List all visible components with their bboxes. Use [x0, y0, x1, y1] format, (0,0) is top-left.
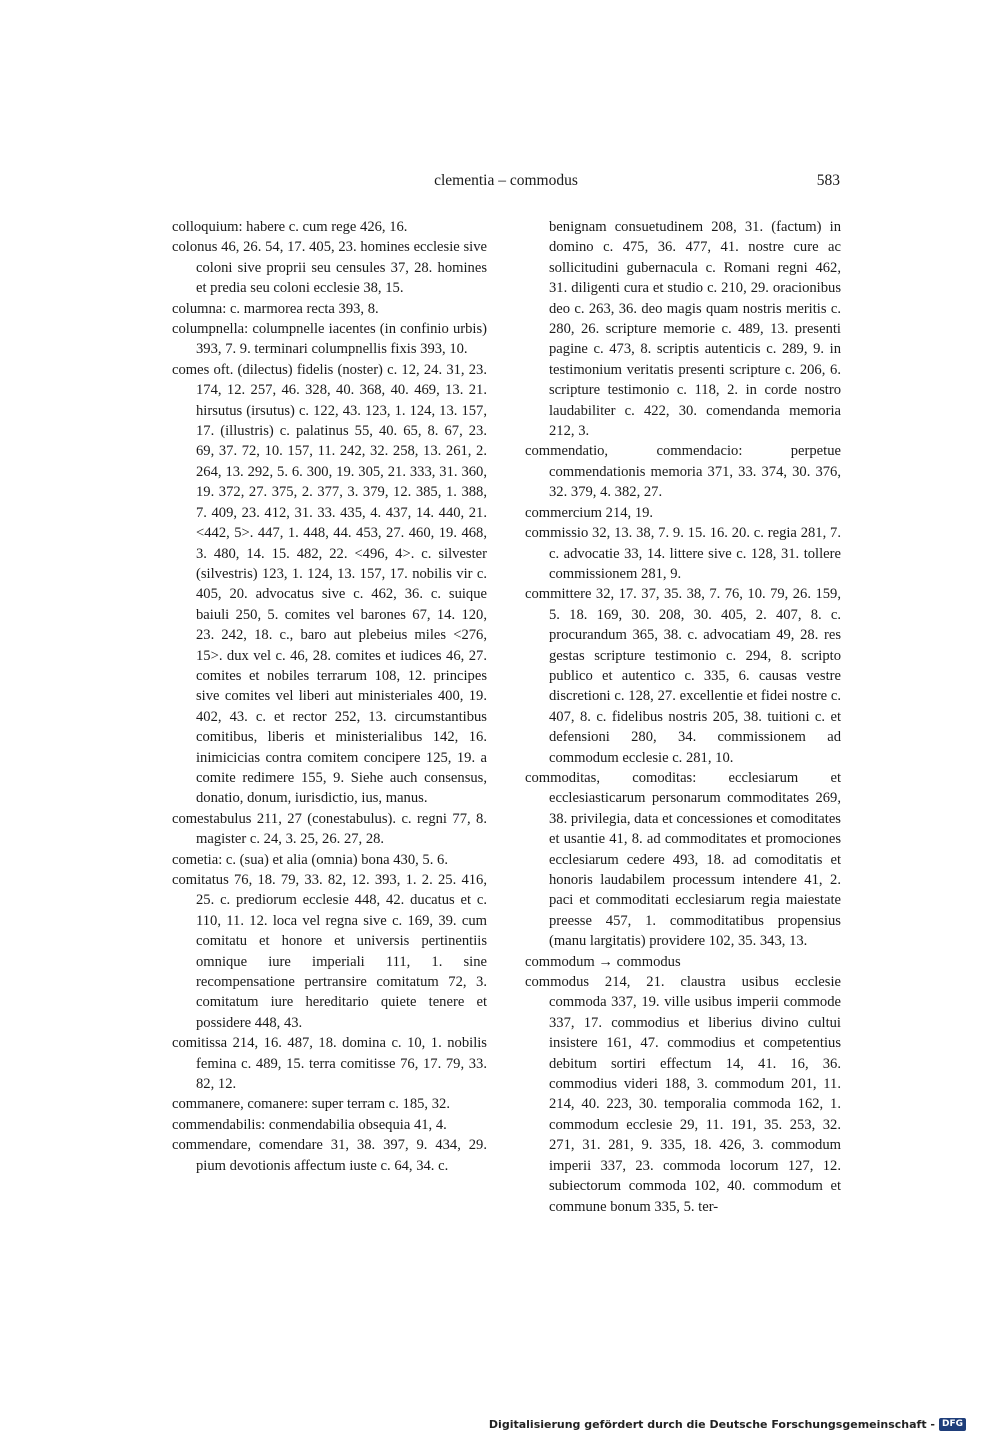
index-entry: comitissa 214, 16. 487, 18. domina c. 10, 1. nobilis femina c. 489, 15. terra comitisse 76, 17. 79, 33. 82, 12. [172, 1035, 487, 1093]
right-column [525, 217, 841, 1217]
index-entry: cometia: c. (sua) et alia (omnia) bona 430, 5. 6. [172, 851, 448, 868]
continued-entry: benignam consuetudinem 208, 31. (factum) in domino c. 475, 36. 477, 41. nostre cure ac sollicitudini gubernacula c. Romani regni 462, 31. diligenti cura et studio c. 210, 29. oracionibus deo c. 263, 36. deo magis quam nostris meritis c. 280, 26. scripture memorie c. 489, 13. presenti pagine c. 473, 8. scriptis autenticis c. 289, 9. in testimonium veritatis presenti scripture c. 206, 6. scripture testimonio c. 118, 2. in corde nostro laudabiliter c. 422, 30. comendanda memoria 212, 3. [549, 219, 841, 440]
index-entry: commercium 214, 19. [525, 504, 654, 521]
running-title: clementia – commodus [434, 172, 578, 189]
index-entry: colloquium: habere c. cum rege 426, 16. [172, 219, 408, 235]
page-number: 583 [816, 172, 840, 189]
index-entry: comes oft. (dilectus) fidelis (noster) c. 12, 24. 31, 23. 174, 12. 257, 46. 328, 40. 368, 40. 469, 13. 21. hirsutus (irsutus) c. 122, 43. 123, 1. 124, 13. 157, 17. (illustris) c. palatinus 55, 40. 65, 8. 67, 23. 69, 37. 72, 10. 157, 11. 242, 32. 258, 13. 261, 2. 264, 13. 292, 5. 6. 300, 19. 305, 21. 333, 31. 360, 19. 372, 27. 375, 2. 377, 3. 379, 12. 385, 1. 388, 7. 409, 23. 412, 31. 33. 435, 4. 437, 14. 440, 21. <442, 5>. 447, 1. 448, 44. 453, 27. 460, 19. 468, 3. 480, 14. 15. 482, 22. <496, 4>. c. silvester (silvestris) 123, 1. 124, 13. 157, 17. nobilis vir c. 405, 20. advocatus sive c. 462, 36. c. suique baiuli 250, 5. comites vel barones 67, 14. 120, 23. 242, 18. c., baro aut plebeius miles <276, 15>. dux vel c. 46, 28. comites et iudices 46, 27. comites et nobiles terrarum 108, 12. principes sive comites vel liberi aut ministeriales 400, 19. 402, 43. c. et rector 252, 13. circumstantibus comitibus, liberis et ministerialibus 142, 16. inimicicias contra comitem concipere 125, 19. a comite redimere 155, 9. Siehe auch consensus, donatio, donum, iurisdictio, ius, manus. [172, 361, 487, 807]
index-entry: commendabilis: conmendabilia obsequia 41, 4. [172, 1116, 447, 1133]
index-entry: commanere, comanere: super terram c. 185, 32. [172, 1096, 450, 1113]
index-entry: colonus 46, 26. 54, 17. 405, 23. homines ecclesie sive coloni sive proprii seu censules 37, 28. homines et predia seu coloni ecclesie 38, 15. [172, 239, 487, 297]
digitization-credit [489, 1418, 966, 1431]
index-entry: commendatio, commendacio: perpetue commendationis memoria 371, 33. 374, 30. 376, 32. 379, 4. 382, 27. [525, 443, 841, 501]
index-entry: comitatus 76, 18. 79, 33. 82, 12. 393, 1. 2. 25. 416, 25. c. prediorum ecclesie 448, 42. ducatus et c. 110, 11. 12. loca vel regna sive c. 169, 39. cum comitatu et honore et universis pertinentiis omnique iure imperiali 111, 1. sine recompensatione pertransire comitatum 72, 3. comitatum iure hereditario quiete tenere et possidere 448, 43. [172, 872, 487, 1031]
page-header [172, 172, 840, 194]
index-entry: columpnella: columpnelle iacentes (in confinio urbis) 393, 7. 9. terminari columpnellis fixis 393, 10. [172, 321, 487, 358]
index-entry: committere 32, 17. 37, 35. 38, 7. 76, 10. 79, 26. 159, 5. 18. 169, 30. 208, 30. 405, 2. 407, 8. c. procurandum 365, 38. c. advocatiam 49, 28. res gestas scripture testimonio c. 294, 8. scripto publico et autentico c. 335, 6. causas vestre discretioni c. 128, 27. excellentie et fidei nostre c. 407, 8. c. fidelibus nostris 205, 38. tuitioni c. et defensioni 280, 34. commissionem ad commodum ecclesie c. 281, 10. [525, 586, 841, 766]
left-column [172, 217, 487, 1176]
index-entry: commoditas, comoditas: ecclesiarum et ecclesiasticarum personarum commoditates 269, 38. privilegia, data et concessiones et comoditates et usantie 41, 8. ad commoditates et promociones ecclesiarum cedere 493, 18. ad comoditatis et honoris laudabilem processum intendere 41, 2. paci et commoditati ecclesiarum regia maiestate preesse 457, 1. commoditatibus propensius (manu largitatis) providere 102, 35. 343, 13. [525, 769, 841, 950]
index-entry: commodum → commodus [525, 953, 681, 970]
index-entry: commodus 214, 21. claustra usibus ecclesie commoda 337, 19. ville usibus imperii commode 337, 17. commodius et liberius divino cultui insistere 161, 47. commodius et competentius debitum sortiri effectum 14, 41. 16, 36. commodius videri 188, 3. commodum 201, 11. 214, 40. 223, 30. temporalia commoda 162, 1. commodum ecclesie 29, 11. 191, 35. 253, 32. 271, 31. 281, 9. 335, 18. 426, 3. commodum imperii 337, 23. commoda locorum 127, 12. subiectorum commoda 102, 40. commodum et commune bonum 335, 5. ter- [525, 974, 841, 1215]
index-entry: commendare, comendare 31, 38. 397, 9. 434, 29. pium devotionis affectum iuste c. 64, 34. c. [172, 1137, 487, 1174]
credit-text: Digitalisierung gefördert durch die Deutsche Forschungsgemeinschaft - [488, 1418, 935, 1431]
index-entry: comestabulus 211, 27 (conestabulus). c. regni 77, 8. magister c. 24, 3. 25, 26. 27, 28. [172, 810, 487, 848]
index-entry: columna: c. marmorea recta 393, 8. [172, 300, 379, 317]
dfg-logo: DFG [939, 1418, 966, 1431]
index-entry: commissio 32, 13. 38, 7. 9. 15. 16. 20. c. regia 281, 7. c. advocatie 33, 14. littere sive c. 128, 31. tollere commissionem 281, 9. [525, 525, 841, 582]
